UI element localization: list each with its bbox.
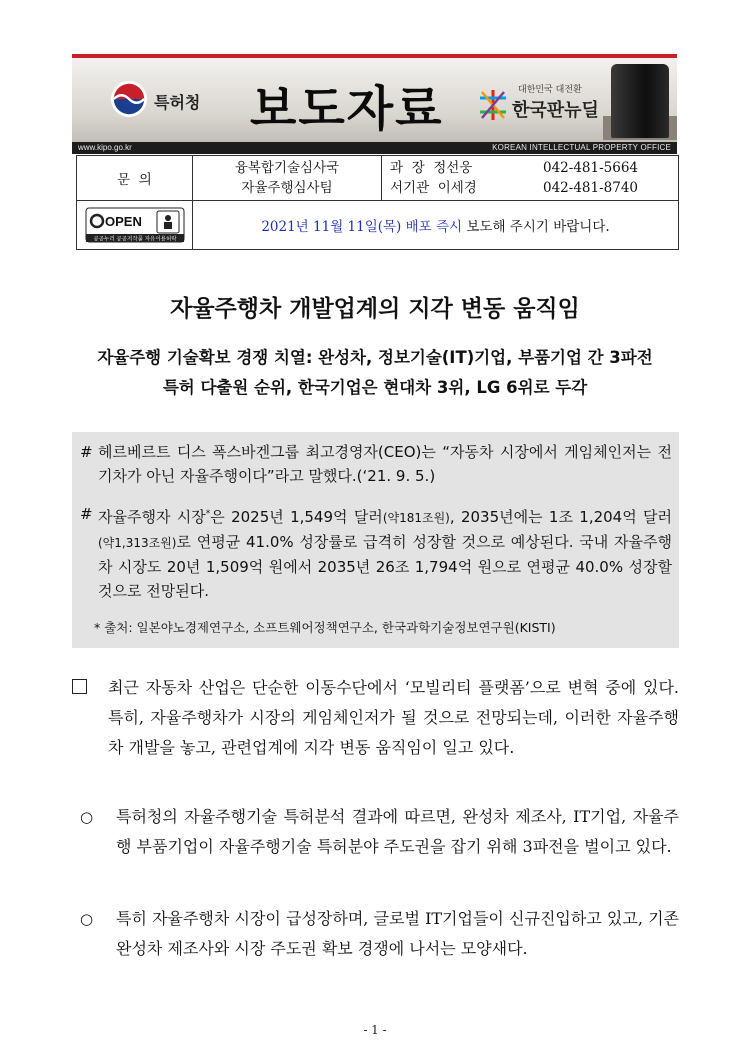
press-release-title: 보도자료 — [250, 81, 444, 137]
team-name: 자율주행심사팀 — [241, 180, 333, 196]
open-license-cell — [77, 201, 193, 250]
subheadline-2: 특허 다출원 순위, 한국기업은 현대차 3위, LG 6위로 두각 — [162, 378, 588, 397]
summary-item-1 — [80, 440, 672, 488]
circle-bullet-icon: ○ — [80, 910, 94, 928]
footnote-marker: * — [205, 509, 211, 519]
circle-bullet-icon: ○ — [80, 808, 94, 826]
subheadline-1: 자율주행 기술확보 경쟁 치열: 완성차, 정보기술(IT)기업, 부품기업 간 3파전 — [97, 348, 653, 367]
summary-item-2-part: 은 2025년 1,549억 달러 — [210, 508, 383, 526]
new-deal-subtitle: 대한민국 대전환 — [518, 85, 582, 95]
banner-footer-strip — [72, 142, 677, 154]
contact-phone-1: 042-481-5664 — [543, 160, 639, 176]
summary-item-2-part: , 2035년에는 1조 1,204억 달러 — [449, 508, 673, 526]
summary-item-2-part: 자율주행자 시장 — [98, 508, 206, 526]
body-paragraph-1-text: 최근 자동차 산업은 단순한 이동수단에서 ‘모빌리티 플랫폼’으로 변혁 중에 있다. 특히, 자율주행차가 시장의 게임체인저가 될 것으로 전망되는데, 이러한 자율주행차 개발을 놓고, 관련업계에 지각 변동 움직임이 일고 있다. — [108, 678, 679, 757]
summary-hash-1: # — [80, 443, 93, 461]
body-paragraph-1 — [72, 673, 679, 763]
body-bullet-1 — [80, 802, 679, 862]
contact-label — [77, 156, 193, 201]
square-bullet-icon — [72, 679, 87, 694]
website-url: www.kipo.go.kr — [78, 143, 132, 152]
agency-english-name: KOREAN INTELLECTUAL PROPERTY OFFICE — [492, 143, 671, 152]
release-notice — [193, 201, 679, 250]
body-bullet-2-text: 특히 자율주행차 시장이 급성장하며, 글로벌 IT기업들이 신규진입하고 있고, 기존 완성차 제조사와 시장 주도권 확보 경쟁에 나서는 모양새다. — [116, 909, 679, 958]
contact-persons — [382, 156, 528, 201]
press-release-banner — [72, 54, 677, 154]
body-bullet-2 — [80, 904, 679, 964]
contact-department — [193, 156, 382, 201]
contact-person-1: 과 장 정선웅 — [390, 160, 473, 176]
svg-text:공공누리 공공저작물 자유이용허락: 공공누리 공공저작물 자유이용허락 — [92, 236, 177, 243]
contact-phone-2: 042-481-8740 — [543, 180, 639, 196]
contact-person-2: 서기관 이세경 — [390, 180, 477, 196]
summary-source: * 출처: 일본야노경제연구소, 소프트웨어정책연구소, 한국과학기술정보연구원(KISTI) — [94, 620, 556, 635]
summary-item-2-part: 로 연평균 41.0% 성장률로 급격히 성장할 것으로 예상된다. 국내 자율주행차 시장도 20년 1,509억 원에서 2035년 26조 1,794억 원으로 연평균 40.0% 성장할 것으로 전망된다. — [98, 533, 672, 600]
open-license-icon — [85, 207, 185, 243]
contact-label-text: 문 의 — [117, 172, 152, 188]
contact-phones — [527, 156, 679, 201]
page-number: - 1 - — [363, 1023, 387, 1037]
agency-name: 특허청 — [154, 93, 201, 112]
summary-item-2-text — [98, 502, 672, 603]
release-date: 2021년 11월 11일(목) 배포 즉시 — [261, 219, 463, 235]
summary-item-2-note: (약1,313조원) — [98, 536, 177, 550]
open-license-badge — [85, 207, 185, 243]
summary-hash-2: # — [80, 505, 93, 523]
government-emblem-icon — [110, 80, 148, 118]
svg-text:OPEN: OPEN — [104, 214, 142, 229]
korean-new-deal-logo-icon — [476, 88, 510, 122]
new-deal-title: 한국판뉴딜 — [512, 100, 599, 121]
summary-item-2-note: (약181조원) — [382, 511, 450, 525]
body-bullet-1-text: 특허청의 자율주행기술 특허분석 결과에 따르면, 완성차 제조사, IT기업, 자율주행 부품기업이 자율주행기술 특허분야 주도권을 잡기 위해 3파전을 벌이고 있다. — [116, 807, 679, 856]
department-name: 융복합기술심사국 — [234, 160, 340, 176]
release-instruction: 보도해 주시기 바랍니다. — [462, 219, 610, 235]
summary-box — [72, 432, 679, 648]
summary-item-1-text: 헤르베르트 디스 폭스바겐그룹 최고경영자(CEO)는 “자동차 시장에서 게임체인저는 전기차가 아닌 자율주행이다”라고 말했다.(‘21. 9. 5.) — [98, 443, 672, 485]
contact-table — [76, 155, 679, 250]
decorative-stamp-image — [611, 64, 669, 138]
summary-item-2 — [80, 502, 672, 603]
headline: 자율주행차 개발업계의 지각 변동 움직임 — [170, 296, 580, 322]
